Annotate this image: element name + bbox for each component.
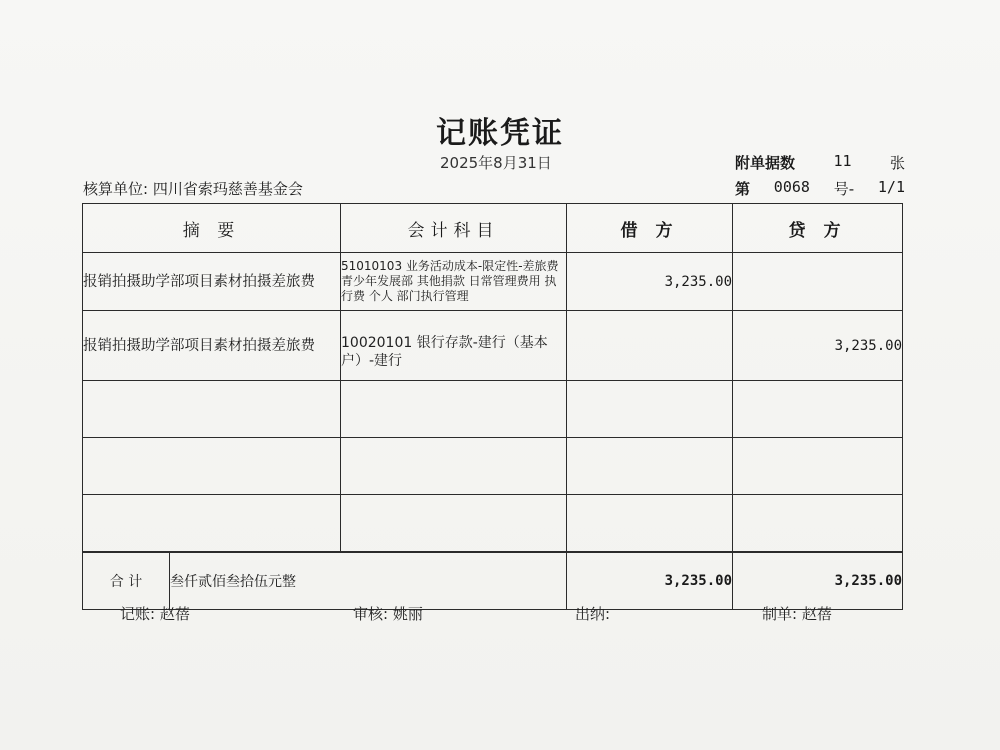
row-credit: 3,235.00 <box>733 311 903 381</box>
row-credit <box>733 253 903 311</box>
empty-row <box>83 495 903 553</box>
accounting-unit-label: 核算单位: <box>83 180 149 198</box>
attachment-unit: 张 <box>889 154 905 172</box>
accounting-unit-name: 四川省索玛慈善基金会 <box>152 180 303 198</box>
maker-label: 制单: <box>762 605 798 623</box>
bookkeeper-name: 赵蓓 <box>159 605 190 623</box>
total-row <box>83 552 903 610</box>
empty-row <box>83 381 903 438</box>
row-account: 51010103 业务活动成本-限定性-差旅费 青少年发展部 其他捐款 日常管理费用 执行费 个人 部门执行管理 <box>341 253 567 311</box>
row-debit <box>567 311 733 381</box>
voucher-no-value: 0068 <box>773 178 810 196</box>
total-amount-words: 叁仟贰佰叁拾伍元整 <box>170 574 296 590</box>
voucher-date: 2025年8月31日 <box>440 154 552 172</box>
header-debit: 借 方 <box>567 204 733 253</box>
header-credit: 贷 方 <box>733 204 903 253</box>
cashier-label: 出纳: <box>575 605 611 623</box>
reviewer <box>353 603 423 624</box>
total-label: 合 计 <box>83 553 170 609</box>
page-title: 记账凭证 <box>436 116 564 151</box>
empty-row <box>83 438 903 495</box>
voucher-prefix: 第 <box>735 180 751 198</box>
voucher-suffix: 号- <box>833 180 855 198</box>
table-row <box>83 253 903 311</box>
reviewer-label: 审核: <box>353 605 389 623</box>
maker-name: 赵蓓 <box>801 605 832 623</box>
row-summary: 报销拍摄助学部项目素材拍摄差旅费 <box>83 253 341 311</box>
row-account: 10020101 银行存款-建行（基本户）-建行 <box>341 311 567 381</box>
bookkeeper-label: 记账: <box>120 605 156 623</box>
voucher-table <box>82 203 903 610</box>
row-debit: 3,235.00 <box>567 253 733 311</box>
accounting-unit <box>83 178 303 199</box>
attachment-number: 11 <box>833 152 852 170</box>
total-debit: 3,235.00 <box>567 552 733 610</box>
attachment-count <box>735 152 905 173</box>
row-summary: 报销拍摄助学部项目素材拍摄差旅费 <box>83 311 341 381</box>
attachment-label: 附单据数 <box>735 154 796 172</box>
cashier <box>575 603 610 624</box>
voucher-maker <box>762 603 832 624</box>
voucher-page: 1/1 <box>877 178 905 196</box>
voucher-number <box>735 178 905 199</box>
reviewer-name: 姚丽 <box>392 605 423 623</box>
table-row <box>83 311 903 381</box>
header-account: 会计科目 <box>341 204 567 253</box>
total-credit: 3,235.00 <box>733 552 903 610</box>
table-header-row <box>83 204 903 253</box>
bookkeeper <box>120 603 190 624</box>
header-summary: 摘 要 <box>83 204 341 253</box>
